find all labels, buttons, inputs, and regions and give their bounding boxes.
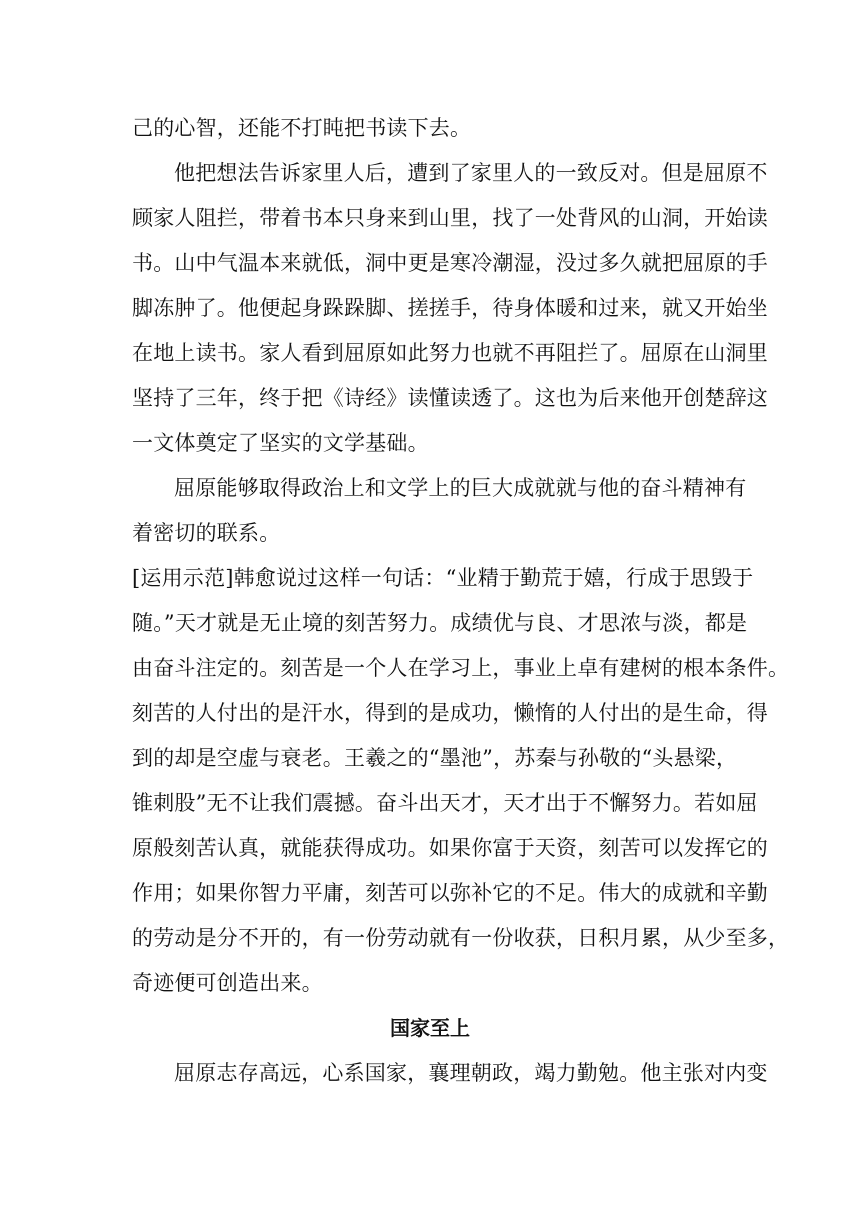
text-line: 作用；如果你智力平庸，刻苦可以弥补它的不足。伟大的成就和辛勤 [132,881,768,905]
text-line: 顾家人阻拦，带着书本只身来到山里，找了一处背风的山洞，开始读 [132,206,768,230]
text-line: 随。”天才就是无止境的刻苦努力。成绩优与良、才思浓与淡，都是 [132,611,748,635]
text-line: 一文体奠定了坚实的文学基础。 [132,431,429,455]
text-line: 由奋斗注定的。刻苦是一个人在学习上，事业上卓有建树的根本条件。 [132,656,790,680]
section-title: 国家至上 [390,1016,470,1040]
text-line: 锥刺股”无不让我们震撼。奋斗出天才，天才出于不懈努力。若如屈 [132,791,758,815]
text-line: 屈原能够取得政治上和文学上的巨大成就就与他的奋斗精神有 [174,476,747,500]
text-line: 奇迹便可创造出来。 [132,971,323,995]
text-line: [运用示范]韩愈说过这样一句话：“业精于勤荒于嬉，行成于思毁于 [132,566,754,590]
text-line: 坚持了三年，终于把《诗经》读懂读透了。这也为后来他开创楚辞这 [132,386,768,410]
text-line: 到的却是空虚与衰老。王羲之的“墨池”，苏秦与孙敬的“头悬梁， [132,746,738,770]
text-line: 己的心智，还能不打盹把书读下去。 [132,116,472,140]
text-line: 脚冻肿了。他便起身跺跺脚、搓搓手，待身体暖和过来，就又开始坐 [132,296,768,320]
text-line: 书。山中气温本来就低，洞中更是寒冷潮湿，没过多久就把屈原的手 [132,251,768,275]
text-line: 的劳动是分不开的，有一份劳动就有一份收获，日积月累，从少至多， [132,926,790,950]
text-line: 原般刻苦认真，就能获得成功。如果你富于天资，刻苦可以发挥它的 [132,836,768,860]
text-line: 在地上读书。家人看到屈原如此努力也就不再阻拦了。屈原在山洞里 [132,341,768,365]
text-line: 屈原志存高远，心系国家，襄理朝政，竭力勤勉。他主张对内变 [174,1061,768,1085]
text-line: 刻苦的人付出的是汗水，得到的是成功，懒惰的人付出的是生命，得 [132,701,768,725]
text-line: 他把想法告诉家里人后，遭到了家里人的一致反对。但是屈原不 [174,161,768,185]
text-line: 着密切的联系。 [132,521,281,545]
